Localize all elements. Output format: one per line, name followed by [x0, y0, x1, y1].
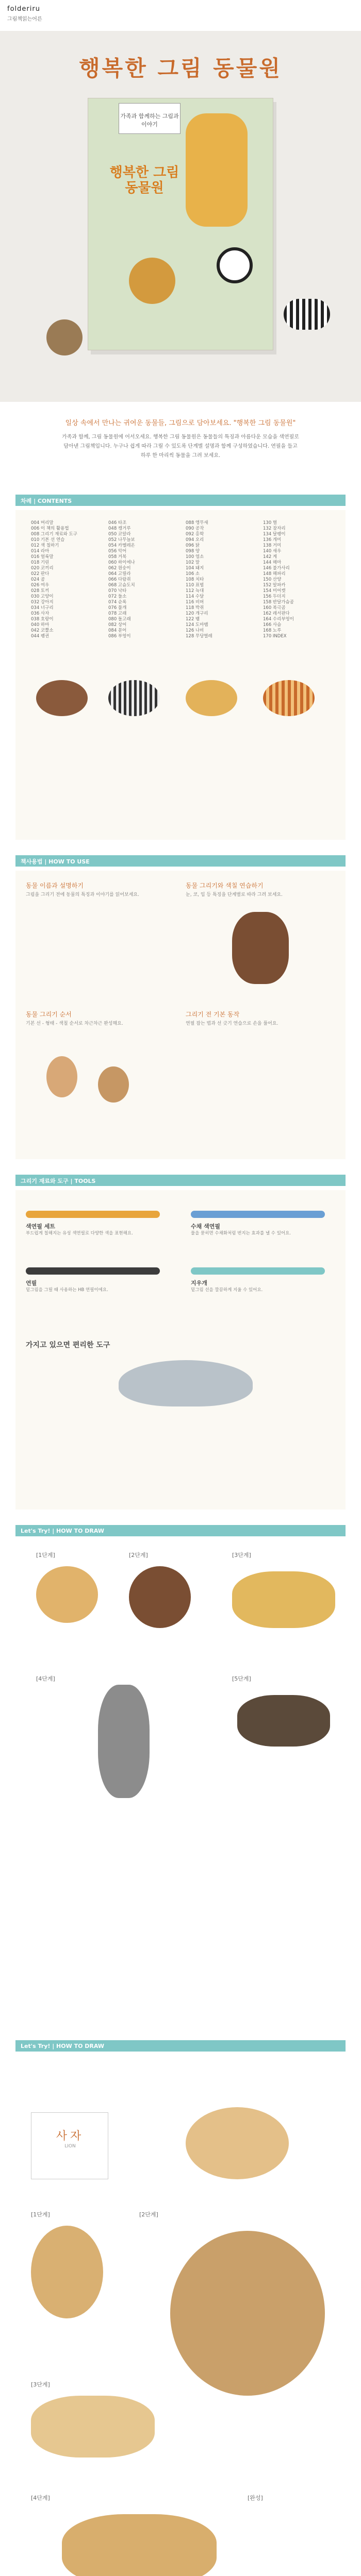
toc-entry[interactable]: 160 북극곰 [263, 605, 286, 611]
panda-illustration [217, 247, 253, 283]
lion-card-sub: LION [64, 2144, 76, 2149]
tools-tag [15, 1175, 346, 1186]
toc-entry[interactable]: 110 표범 [186, 583, 204, 588]
toc-entry[interactable]: 038 호랑이 [31, 617, 54, 622]
toc-entry[interactable]: 004 머리말 [31, 520, 54, 526]
toc-entry[interactable]: 114 수달 [186, 594, 204, 599]
tool-4-name: 지우개 [191, 1280, 207, 1286]
tool-1-name: 색연필 세트 [26, 1223, 55, 1230]
toc-panel [15, 510, 346, 840]
toc-entry[interactable]: 022 판다 [31, 571, 50, 577]
toc-entry[interactable]: 036 사자 [31, 611, 50, 616]
toc-entry[interactable]: 070 낙타 [108, 588, 127, 594]
howto-item-1-body: 그림을 그리기 전에 동물의 특징과 이야기를 읽어보세요. [26, 892, 139, 897]
toc-entry[interactable]: 150 산양 [263, 577, 282, 582]
toc-entry[interactable]: 062 원숭이 [108, 566, 131, 571]
toc-entry[interactable]: 166 사슴 [263, 622, 282, 628]
toc-entry[interactable]: 130 벌 [263, 520, 277, 526]
step-3-label: [3단계] [232, 1552, 251, 1558]
toc-entry[interactable]: 146 불가사리 [263, 566, 290, 571]
toc-entry[interactable]: 136 개미 [263, 537, 282, 543]
toc-column-2 [108, 520, 135, 639]
toc-entry[interactable]: 028 토끼 [31, 588, 50, 594]
book-title: 행복한 그림 동물원 [109, 165, 179, 196]
toc-entry[interactable]: 154 미어캣 [263, 588, 286, 594]
toc-entry[interactable]: 162 레서판다 [263, 611, 290, 616]
toc-entry[interactable]: 128 무당벌레 [186, 634, 212, 639]
lets-try-2-tag-label: Let's Try! | HOW TO DRAW [21, 2043, 105, 2049]
toc-entry[interactable]: 078 고래 [108, 611, 127, 616]
howto-item-3-body: 기본 선 - 형태 - 색칠 순서로 차근차근 완성해요. [26, 1021, 123, 1026]
toc-entry[interactable]: 056 악어 [108, 549, 127, 554]
bear-sample [232, 912, 289, 984]
howto-tag-label: 책사용법 | HOW TO USE [21, 858, 90, 865]
book-label: 가족과 함께하는 그림과 이야기 [119, 103, 180, 134]
toc-entry[interactable]: 010 기본 선 연습 [31, 537, 65, 543]
toc-entry[interactable]: 086 부엉이 [108, 634, 131, 639]
toc-entry[interactable]: 126 나비 [186, 628, 204, 633]
toc-entry[interactable]: 100 염소 [186, 554, 204, 560]
toc-column-1 [31, 520, 77, 639]
toc-entry[interactable]: 148 해파리 [263, 571, 286, 577]
lion-main-drawing [170, 2231, 325, 2396]
bear-drawing [129, 1566, 191, 1628]
howto-item-4-head: 그리기 전 기본 동작 [186, 1011, 240, 1018]
toc-entry[interactable]: 158 반달가슴곰 [263, 600, 294, 605]
ostrich-drawing [98, 1685, 150, 1798]
step-1-label: [1단계] [36, 1552, 55, 1558]
howto-tag [15, 855, 346, 867]
tools-panel [15, 1190, 346, 1510]
lion-cub-drawing [36, 1566, 98, 1623]
toc-column-4 [263, 520, 294, 639]
toc-entry[interactable]: 080 돌고래 [108, 617, 131, 622]
toc-entry[interactable]: 096 닭 [186, 543, 200, 548]
anteater-drawing [237, 1695, 330, 1747]
lion-step-1-label: [1단계] [31, 2211, 50, 2218]
toc-entry[interactable]: 118 박쥐 [186, 605, 204, 611]
toc-entry[interactable]: 064 고릴라 [108, 571, 131, 577]
bear-fur-swatch [36, 680, 88, 716]
whale-illustration [119, 1360, 253, 1406]
toc-entry[interactable]: 092 홍학 [186, 532, 204, 537]
toc-entry[interactable]: 152 알파카 [263, 583, 286, 588]
toc-entry[interactable]: 060 하이에나 [108, 560, 135, 565]
toc-entry[interactable]: 112 늑대 [186, 588, 204, 594]
toc-entry[interactable]: 034 너구리 [31, 605, 54, 611]
tool-1-desc: 부드럽게 칠해지는 유성 색연필로 다양한 색을 표현해요. [26, 1231, 133, 1236]
colored-pencil-illustration [26, 1211, 160, 1218]
tools-tag-label: 그리기 재료와 도구 | TOOLS [21, 1178, 96, 1184]
giraffe-swatch [186, 680, 237, 716]
toc-entry[interactable]: 046 타조 [108, 520, 127, 526]
toc-entry[interactable]: 054 카멜레온 [108, 543, 135, 548]
top-bar [0, 0, 361, 31]
zebra-swatch [108, 680, 160, 716]
toc-entry[interactable]: 032 강아지 [31, 600, 54, 605]
tool-3-name: 연필 [26, 1280, 37, 1286]
toc-entry[interactable]: 014 라마 [31, 549, 50, 554]
brand-logo[interactable]: folderiru [7, 5, 40, 13]
toc-entry[interactable]: 122 뱀 [186, 617, 200, 622]
toc-entry[interactable]: 018 기린 [31, 560, 50, 565]
toc-entry[interactable]: 066 다람쥐 [108, 577, 131, 582]
toc-entry[interactable]: 074 순록 [108, 600, 127, 605]
tool-3-desc: 밑그림을 그릴 때 사용하는 HB 연필이에요. [26, 1287, 108, 1293]
howto-item-2-body: 눈, 코, 입 등 특징을 단계별로 따라 그려 보세요. [186, 892, 283, 897]
hero-section [0, 31, 361, 402]
kangaroo-sample [46, 1056, 77, 1097]
step-4-label: [4단계] [36, 1675, 55, 1682]
giraffe-illustration [186, 113, 248, 227]
toc-entry[interactable]: 124 도마뱀 [186, 622, 208, 628]
toc-entry[interactable]: 088 앵무새 [186, 520, 208, 526]
toc-tag [15, 495, 346, 506]
lion-step-2-label: [2단계] [139, 2211, 158, 2218]
toc-column-3 [186, 520, 212, 639]
toc-entry[interactable]: 020 코끼리 [31, 566, 54, 571]
toc-entry[interactable]: 076 물개 [108, 605, 127, 611]
watercolor-pencil-illustration [191, 1211, 325, 1218]
toc-entry[interactable]: 108 치타 [186, 577, 204, 582]
toc-entry[interactable]: 132 잠자리 [263, 526, 286, 531]
hero-title: 행복한 그림 동물원 [79, 56, 282, 81]
tool-2-desc: 물을 묻히면 수채화처럼 번지는 효과를 낼 수 있어요. [191, 1231, 291, 1236]
toc-entry[interactable]: 140 새우 [263, 549, 282, 554]
pencil-illustration [26, 1267, 160, 1275]
toc-entry[interactable]: 168 노루 [263, 628, 282, 633]
step-2-label: [2단계] [129, 1552, 148, 1558]
toc-entry[interactable]: 084 문어 [108, 628, 127, 633]
toc-entry[interactable]: 024 곰 [31, 577, 45, 582]
toc-entry[interactable]: 006 이 책의 활용법 [31, 526, 69, 531]
lets-try-1-panel [15, 1540, 346, 2004]
toc-entry[interactable]: 008 그리기 재료와 도구 [31, 532, 78, 537]
lion-body-sketch [31, 2396, 155, 2458]
toc-entry[interactable]: 068 고슴도치 [108, 583, 135, 588]
toc-entry[interactable]: 058 거북 [108, 554, 127, 560]
toc-entry[interactable]: 050 코알라 [108, 532, 131, 537]
toc-entry[interactable]: 144 해마 [263, 560, 282, 565]
toc-entry[interactable]: 104 돼지 [186, 566, 204, 571]
lion-step-3-label: [3단계] [31, 2381, 50, 2388]
toc-entry[interactable]: 120 개구리 [186, 611, 208, 616]
toc-entry[interactable]: 170 INDEX [263, 634, 287, 639]
tool-4-desc: 밑그림 선을 깔끔하게 지울 수 있어요. [191, 1287, 263, 1293]
lion-cub-large [186, 2107, 289, 2179]
howto-item-2-head: 동물 그리기와 색칠 연습하기 [186, 882, 264, 889]
howto-item-4-body: 연필 잡는 법과 선 긋기 연습으로 손을 풀어요. [186, 1021, 278, 1026]
toc-entry[interactable]: 044 펭귄 [31, 634, 50, 639]
intro-headline: 일상 속에서 만나는 귀여운 동물들, 그림으로 담아보세요. "행복한 그림 동물원" [65, 419, 296, 427]
toc-entry[interactable]: 156 두더지 [263, 594, 286, 599]
owl-illustration [46, 319, 83, 355]
zebra-illustration [284, 299, 330, 330]
step-5-label: [5단계] [232, 1675, 251, 1682]
howto-item-3-head: 동물 그리기 순서 [26, 1011, 72, 1018]
lion-card-title: 사자 [56, 2130, 85, 2143]
lion-title-card [31, 2112, 108, 2179]
toc-entry[interactable]: 094 오리 [186, 537, 204, 543]
lion-step-4-label: [4단계] [31, 2495, 50, 2501]
toc-entry[interactable]: 138 거미 [263, 543, 282, 548]
toc-entry[interactable]: 142 게 [263, 554, 277, 560]
toc-entry[interactable]: 012 색 칠하기 [31, 543, 59, 548]
toc-entry[interactable]: 026 여우 [31, 583, 50, 588]
cheetah-drawing [232, 1571, 335, 1628]
toc-entry[interactable]: 164 수리부엉이 [263, 617, 294, 622]
kangaroo-sample-2 [98, 1066, 129, 1103]
toc-entry[interactable]: 016 얼룩말 [31, 554, 54, 560]
brand-subtitle: 그림책읽는어른 [7, 16, 42, 22]
toc-entry[interactable]: 030 고양이 [31, 594, 54, 599]
toc-entry[interactable]: 082 상어 [108, 622, 127, 628]
lets-try-1-tag [15, 1525, 346, 1536]
lets-try-2-tag [15, 2040, 346, 2052]
lets-try-1-tag-label: Let's Try! | HOW TO DRAW [21, 1528, 105, 1534]
intro-text: 가족과 함께, 그림 동물원에 어서오세요. 행복한 그림 동물원은 동물들의 특징과 아름다운 모습을 색연필로 담아낸 그림책입니다. 누구나 쉽게 따라 그릴 수 있도록 단계별 설명과 함께 구성하였습니다. 연필을 들고 하루 한 마리씩 동물을 그려 보세요. [62, 434, 299, 459]
lion-illustration [129, 258, 175, 304]
howto-panel [15, 871, 346, 1159]
tiger-swatch [263, 680, 315, 716]
toc-entry[interactable]: 072 들소 [108, 594, 127, 599]
lion-step-5-label: [완성] [248, 2495, 263, 2501]
toc-tag-label: 차례 | CONTENTS [21, 498, 72, 504]
toc-entry[interactable]: 116 비버 [186, 600, 204, 605]
tool-2-name: 수채 색연필 [191, 1223, 220, 1230]
howto-item-1-head: 동물 이름과 설명하기 [26, 882, 84, 889]
eraser-illustration [191, 1267, 325, 1275]
toc-entry[interactable]: 040 하마 [31, 622, 50, 628]
lion-resting-drawing [62, 2514, 217, 2576]
toc-entry[interactable]: 042 코뿔소 [31, 628, 54, 633]
toc-entry[interactable]: 098 양 [186, 549, 200, 554]
toc-entry[interactable]: 052 나무늘보 [108, 537, 135, 543]
lion-head-sketch [31, 2226, 103, 2318]
toc-entry[interactable]: 102 말 [186, 560, 200, 565]
toc-entry[interactable]: 134 달팽이 [263, 532, 286, 537]
toc-entry[interactable]: 090 공작 [186, 526, 204, 531]
toc-entry[interactable]: 106 소 [186, 571, 200, 577]
toc-entry[interactable]: 048 캥거루 [108, 526, 131, 531]
extra-tools-title: 가지고 있으면 편리한 도구 [26, 1341, 110, 1349]
